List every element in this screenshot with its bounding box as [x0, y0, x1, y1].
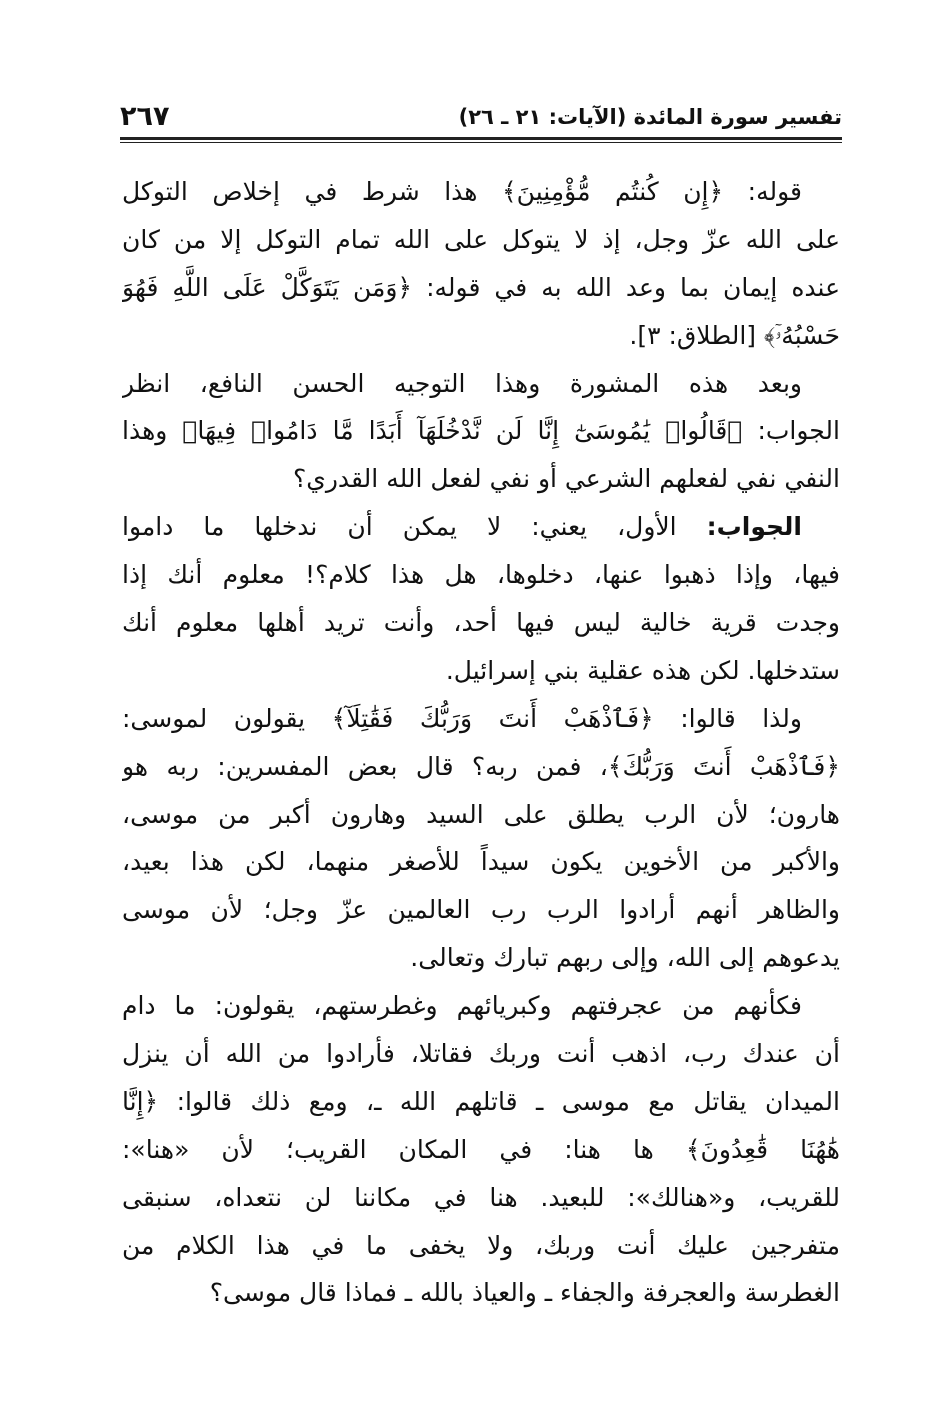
text-line: الغطرسة والعجرفة والجفاء ـ والعياذ بالله ـ فماذا قال موسى؟	[209, 1278, 840, 1308]
text-line: عنده إيمان بما وعد الله به في قوله: ﴿وَمَن يَتَوَكَّلْ عَلَى اللَّهِ فَهُوَ	[122, 272, 840, 302]
text-line: للقريب، و«هنالك»: للبعيد. هنا في مكاننا لن نتعداه، سنبقى	[122, 1182, 840, 1212]
text-line: هارون؛ لأن الرب يطلق على السيد وهارون أكبر من موسى،	[122, 799, 840, 829]
text-line-answer	[122, 503, 840, 551]
text-line: هَٰهُنَا قَٰعِدُونَ﴾ ها هنا: في المكان القريب؛ لأن «هنا»:	[122, 1134, 840, 1164]
text-line: الجواب: ﴿قَالُوا۟ يَٰمُوسَىٰٓ إِنَّا لَن نَّدْخُلَهَآ أَبَدًا مَّا دَامُوا۟ فِيهَا﴾ وهذا	[122, 416, 840, 446]
header-rule-thin	[120, 142, 842, 143]
text-line: وجدت قرية خالية ليس فيها أحد، وأنت تريد أهلها معلوم أنك	[122, 608, 840, 638]
text-line: قوله: ﴿إِن كُنتُم مُّؤْمِنِينَ﴾ هذا شرط في إخلاص التوكل	[122, 177, 802, 206]
text-line: ستدخلها. لكن هذه عقلية بني إسرائيل.	[445, 655, 840, 685]
text-line: يدعوهم إلى الله، وإلى ربهم تبارك وتعالى.	[410, 943, 840, 973]
text-line: فيها، وإذا ذهبوا عنها، دخلوها، هل هذا كلام؟! معلوم أنك إذا	[122, 560, 840, 590]
page-number: ٢٦٧	[120, 101, 170, 132]
text-line: فكأنهم من عجرفتهم وكبريائهم وغطرستهم، يقولون: ما دام	[122, 991, 802, 1021]
running-title: تفسير سورة المائدة (الآيات: ٢١ ـ ٢٦)	[458, 105, 842, 129]
answer-label: الجواب:	[706, 512, 802, 542]
text-line: أن عندك رب، اذهب أنت وربك فقاتلا، فأرادوا من الله أن ينزل	[122, 1039, 840, 1069]
page-header	[120, 92, 842, 132]
text-line: ولذا قالوا: ﴿فَٱذْهَبْ أَنتَ وَرَبُّكَ فَقَٰتِلَآ﴾ يقولون لموسى:	[122, 703, 802, 733]
text-line: على الله عزّ وجل، إذ لا يتوكل على الله تمام التوكل إلا من كان	[122, 224, 840, 254]
text-line: وبعد هذه المشورة وهذا التوجيه الحسن النافع، انظر	[122, 368, 802, 398]
text-line: والأكبر من الأخوين يكون سيداً للأصغر منهما، لكن هذا بعيد،	[122, 847, 840, 877]
text-line: حَسْبُهُۥٓ﴾ [الطلاق: ٣].	[629, 320, 840, 350]
text-line: متفرجين عليك أنت وربك، ولا يخفى ما في هذا الكلام من	[122, 1230, 840, 1260]
answer-text: الأول، يعني: لا يمكن أن ندخلها ما داموا	[122, 512, 707, 542]
text-line: والظاهر أنهم أرادوا الرب رب العالمين عزّ وجل؛ لأن موسى	[122, 895, 840, 925]
header-rule-thick	[120, 137, 842, 140]
text-line: ﴿فَٱذْهَبْ أَنتَ وَرَبُّكَ﴾، فمن ربه؟ قال بعض المفسرين: ربه هو	[122, 751, 840, 781]
text-line: النفي نفي لفعلهم الشرعي أو نفي لفعل الله القدري؟	[293, 464, 840, 494]
text-line: الميدان يقاتل مع موسى ـ قاتلهم الله ـ، ومع ذلك قالوا: ﴿إِنَّا	[122, 1086, 840, 1116]
body-text	[122, 168, 840, 1317]
